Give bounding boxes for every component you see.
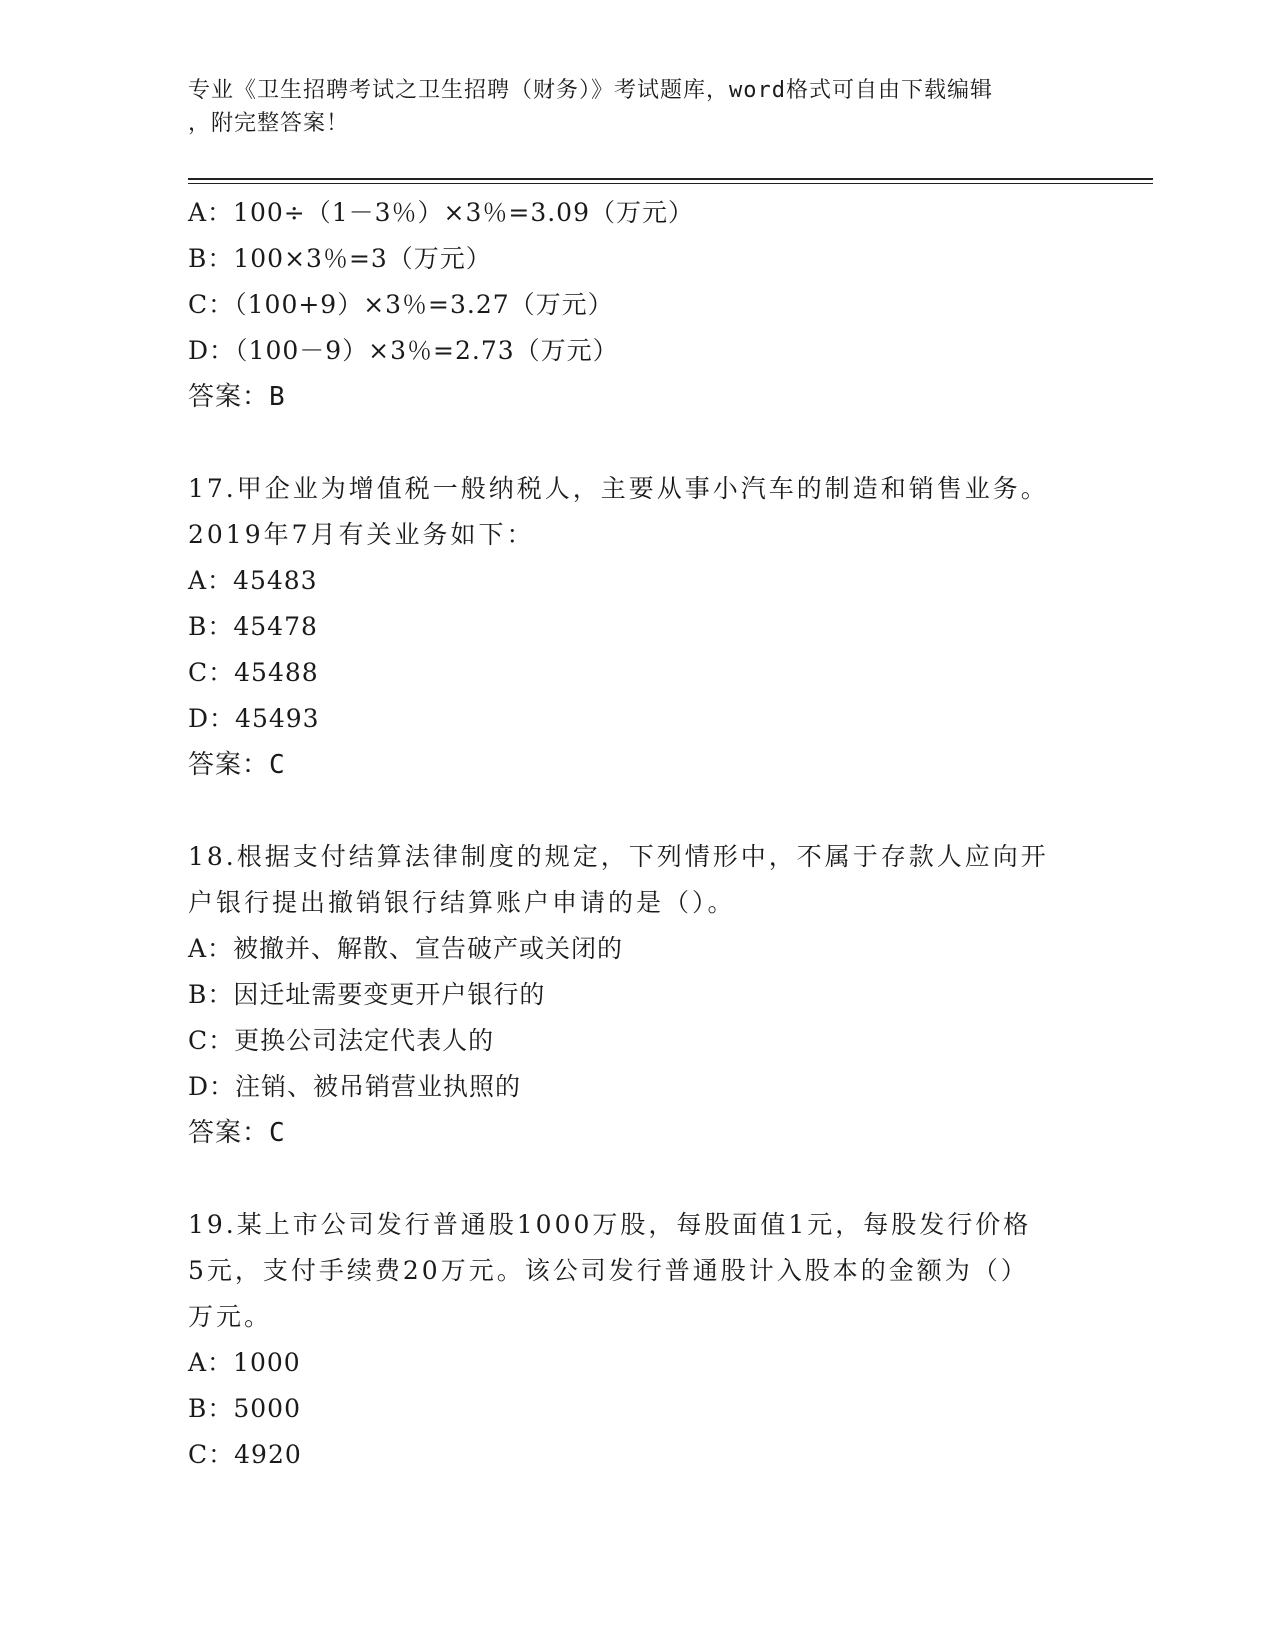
answer: 答案：B — [188, 382, 286, 412]
option-b: B：100×3％=3（万元） — [188, 244, 492, 273]
question-stem-line: 户银行提出撤销银行结算账户申请的是（）。 — [188, 888, 736, 917]
header-line-2: ，附完整答案！ — [188, 111, 350, 136]
question-17 — [188, 466, 1108, 788]
question-stem-line: 万元。 — [188, 1302, 273, 1331]
answer: 答案：C — [188, 1118, 286, 1148]
option-a: A：1000 — [188, 1348, 301, 1377]
question-stem-line: 2019年7月有关业务如下： — [188, 520, 535, 549]
header-divider — [188, 178, 1153, 180]
option-d: D：注销、被吊销营业执照的 — [188, 1072, 522, 1101]
spacer — [188, 420, 1108, 466]
option-a: A：100÷（1－3％）×3％=3.09（万元） — [188, 198, 694, 227]
question-stem-line: 5元，支付手续费20万元。该公司发行普通股计入股本的金额为（） — [188, 1256, 1029, 1285]
question-19 — [188, 1202, 1108, 1478]
header-line-1: 专业《卫生招聘考试之卫生招聘（财务）》考试题库，word格式可自由下载编辑 — [188, 78, 993, 103]
question-stem-line: 19.某上市公司发行普通股1000万股，每股面值1元，每股发行价格 — [188, 1210, 1032, 1239]
spacer — [188, 1156, 1108, 1202]
option-d: D：（100－9）×3％=2.73（万元） — [188, 336, 619, 365]
header-divider-thin — [188, 183, 1153, 184]
option-c: C：45488 — [188, 658, 319, 687]
option-a: A：被撤并、解散、宣告破产或关闭的 — [188, 934, 624, 963]
answer: 答案：C — [188, 750, 286, 780]
option-b: B：45478 — [188, 612, 318, 641]
question-list — [188, 190, 1108, 1478]
question-stem-line: 18.根据支付结算法律制度的规定，下列情形中，不属于存款人应向开 — [188, 842, 1049, 871]
option-b: B：因迁址需要变更开户银行的 — [188, 980, 546, 1009]
question-16 — [188, 190, 1108, 420]
option-b: B：5000 — [188, 1394, 301, 1423]
option-c: C：4920 — [188, 1440, 302, 1469]
spacer — [188, 788, 1108, 834]
option-a: A：45483 — [188, 566, 318, 595]
question-stem-line: 17.甲企业为增值税一般纳税人，主要从事小汽车的制造和销售业务。 — [188, 474, 1049, 503]
document-header — [188, 74, 1088, 140]
option-c: C：（100+9）×3％=3.27（万元） — [188, 290, 614, 319]
option-d: D：45493 — [188, 704, 320, 733]
option-c: C：更换公司法定代表人的 — [188, 1026, 495, 1055]
question-18 — [188, 834, 1108, 1156]
